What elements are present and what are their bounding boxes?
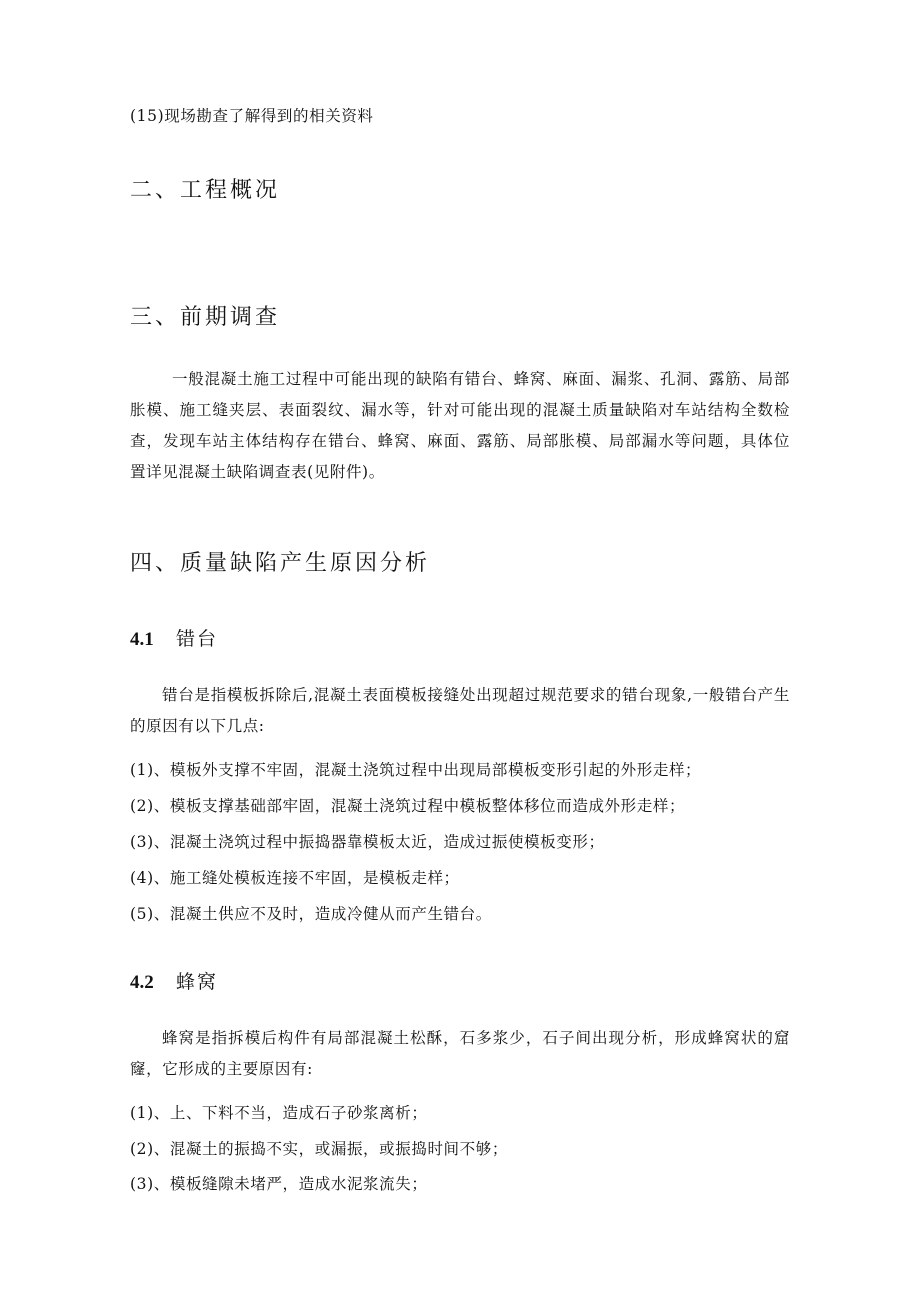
section-heading-survey: 三、前期调查 [130,305,281,330]
section-heading-cause-analysis: 四、质量缺陷产生原因分析 [130,551,431,576]
subsection-title: 蜂窝 [176,971,219,993]
reference-item-15: (15)现场勘查了解得到的相关资料 [130,107,374,125]
subsection-heading-4-2 [130,967,218,994]
subsection-number: 4.1 [130,629,154,650]
honeycomb-cause-1: (1)、上、下料不当，造成石子砂浆离析； [130,1104,428,1122]
misalignment-paragraph: 错台是指模板拆除后,混凝土表面模板接缝处出现超过规范要求的错台现象,一般错台产生的原因有以下几点: [130,686,790,735]
honeycomb-paragraph: 蜂窝是指拆模后构件有局部混凝土松酥，石多浆少，石子间出现分析，形成蜂窝状的窟窿，它形成的主要原因有: [130,1029,790,1078]
honeycomb-cause-2: (2)、混凝土的振捣不实，或漏振，或振捣时间不够； [130,1140,508,1158]
misalignment-cause-5: (5)、混凝土供应不及时，造成冷健从而产生错台。 [130,905,492,923]
subsection-title: 错台 [176,628,219,650]
honeycomb-cause-3: (3)、模板缝隙未堵严，造成水泥浆流失； [130,1175,428,1193]
misalignment-cause-2: (2)、模板支撑基础部牢固，混凝土浇筑过程中模板整体移位而造成外形走样； [130,797,686,815]
subsection-number: 4.2 [130,972,154,993]
misalignment-cause-3: (3)、混凝土浇筑过程中振捣器靠模板太近，造成过振使模板变形； [130,833,605,851]
survey-paragraph: 一般混凝土施工过程中可能出现的缺陷有错台、蜂窝、麻面、漏浆、孔洞、露筋、局部胀模、施工缝夹层、表面裂纹、漏水等，针对可能出现的混凝土质量缺陷对车站结构全数检查，发现车站主体结构存在错台、蜂窝、麻面、露筋、局部胀模、局部漏水等问题，具体位置详见混凝土缺陷调查表(见附件)。 [130,370,790,481]
section-heading-overview: 二、工程概况 [130,178,281,203]
subsection-heading-4-1 [130,624,218,651]
misalignment-cause-4: (4)、施工缝处模板连接不牢固，是模板走样； [130,869,460,887]
misalignment-cause-1: (1)、模板外支撑不牢固，混凝土浇筑过程中出现局部模板变形引起的外形走样； [130,761,702,779]
